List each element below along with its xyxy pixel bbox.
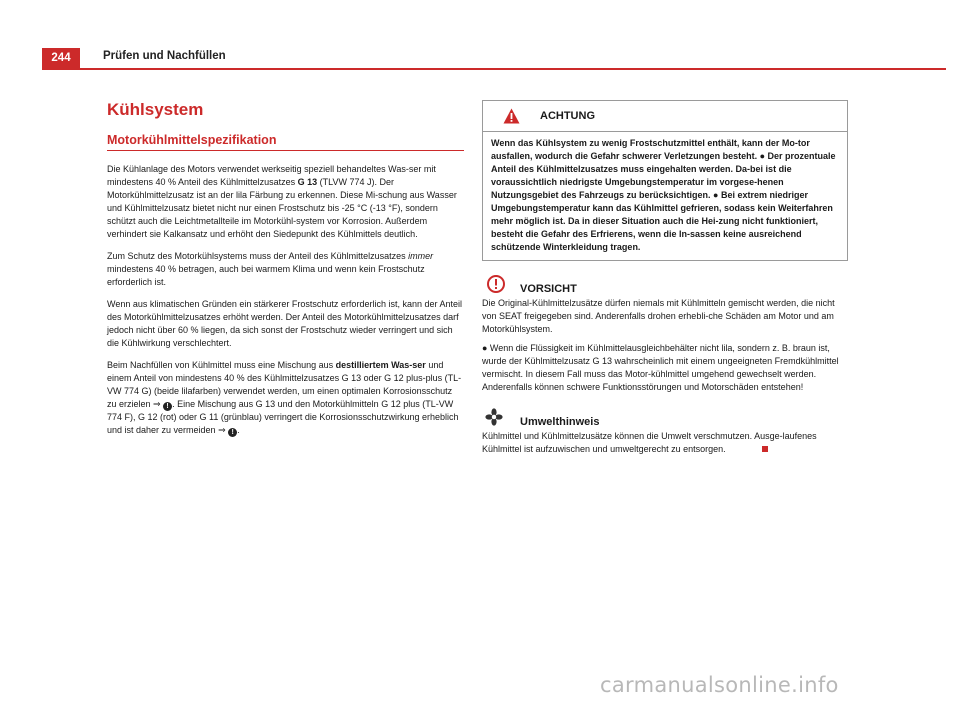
coolant-g13-label: G 13 [297,177,318,187]
caution-ref-icon[interactable]: ! [163,402,172,411]
warning-header [483,101,847,132]
caution-ref-icon[interactable]: ! [228,428,237,437]
warning-triangle-icon [503,108,520,124]
subsection-heading: Motorkühlmittelspezifikation [107,133,464,151]
warning-text: Wenn das Kühlsystem zu wenig Frostschutzmittel enthält, kann der Mo-tor ausfallen, wodurch die Gefahr schwerer Verletzungen besteht. ● Der prozentuale Anteil des Kühlmittelzusatzes muss eingehalten werden. Da-bei ist die voraussichtlich niedrigste Umgebungstemperatur im vorgese-henen Nutzungsgebiet des Fahrzeugs zu berücksichtigen. ● Bei extrem niedriger Umgebungstemperatur kann das Kühlmittel gefrieren, sodass kein Weiterfahren mehr möglich ist. Da in dieser Situation auch die Hei-zung nicht funktioniert, besteht die Gefahr des Erfrierens, wenn die In-sassen keine ausreichend schützende Winterkleidung tragen. [491,138,836,252]
text-run: Zum Schutz des Motorkühlsystems muss der Anteil des Kühlmittelzusatzes [107,251,409,261]
text-run: mindestens 40 % betragen, auch bei warmem Klima und wenn kein Frostschutz erforderlich ist. [107,264,425,287]
main-column [107,100,464,446]
environment-flower-icon [485,408,503,426]
distilled-water-label: destilliertem Was-ser [335,360,426,370]
text-run: Kühlmittel und Kühlmittelzusätze können die Umwelt verschmutzen. Ausge-laufenes Kühlmittel ist aufzuwischen und umweltgerecht zu entsorgen. [482,431,817,454]
warning-box [482,100,848,261]
section-end-mark [762,446,768,452]
environment-paragraph [482,430,848,456]
text-run: . [237,425,240,435]
page-header [42,48,946,70]
environment-title: Umwelthinweis [520,416,600,428]
text-run: (TLVW 774 J). Der Motorkühlmittelzusatz ist an der lila Färbung zu erkennen. Diese Mi-schung aus Wasser und Kühlmittelzusatz bietet nicht nur einen Frostschutz bis -25 °C (-13 °F), sondern schützt auch die Leichtmetallteile im Motorkühl-system vor Korrosion. Außerdem verhindert sie Kalkansatz und erhöht den Siedepunkt des Kühlmittels deutlich. [107,177,457,239]
caution-header [482,275,848,297]
chapter-title: Prüfen und Nachfüllen [103,50,226,62]
page-number: 244 [42,48,80,68]
caution-paragraph: Die Original-Kühlmittelzusätze dürfen niemals mit Kühlmitteln gemischt werden, die nicht von SEAT freigegeben sind. Anderenfalls drohen erhebli-che Schäden am Motor und am Motorkühlsystem. [482,298,835,334]
caution-bullet: ● Wenn die Flüssigkeit im Kühlmittelausgleichbehälter nicht lila, sondern z. B. braun ist, wurde der Kühlmittelzusatz G 13 wahrscheinlich mit einem ungeeigneten Fremdkühlmittel vermischt. In diesem Fall muss das Motor-kühlmittel umgehend gewechselt werden. Anderenfalls können schwere Funktionsstörungen und Motorschäden entstehen! [482,343,839,392]
caution-icon [487,275,505,293]
text-run: Die Kühlanlage des Motors verwendet werkseitig speziell behandeltes Was-ser mit mindestens 40 % Anteil des Kühlmittelzusatzes [107,164,436,187]
caution-title: VORSICHT [520,283,577,295]
watermark: carmanualsonline.info [600,673,839,697]
text-run: Beim Nachfüllen von Kühlmittel muss eine Mischung aus [107,360,336,370]
paragraph-refill [107,359,464,437]
warning-title: ACHTUNG [540,110,595,122]
paragraph-climate: Wenn aus klimatischen Gründen ein stärkerer Frostschutz erforderlich ist, kann der Anteil des Motorkühlmittelzusatzes erhöht werden. Der Anteil des Motorkühlmittelzusatzes darf jedoch nicht über 60 % liegen, da sich sonst der Frostschutz wieder verringert und sich die Kühlwirkung verschlechtert. [107,299,462,348]
emphasis-immer: immer [408,251,434,261]
text-run: . Eine Mischung aus G 13 und den Motorkühlmitteln G 12 plus (TL-VW 774 F), G 12 (rot) oder G 11 (grünblau) verringert die Korrosionsschutzwirkung erheblich und ist daher zu vermeiden ⇒ [107,399,459,435]
text-run: und einem Anteil von mindestens 40 % des Kühlmittelzusatzes G 13 oder G 12 plus-plus (TL-VW 774 G) (beide lilafarben) verwendet werden, um einen optimalen Korrosionsschutz zu erzielen ⇒ [107,360,462,409]
paragraph-protection [107,250,464,289]
side-column [482,100,848,462]
section-heading: Kühlsystem [107,100,204,119]
paragraph-specification [107,163,464,241]
environment-header [482,408,848,430]
